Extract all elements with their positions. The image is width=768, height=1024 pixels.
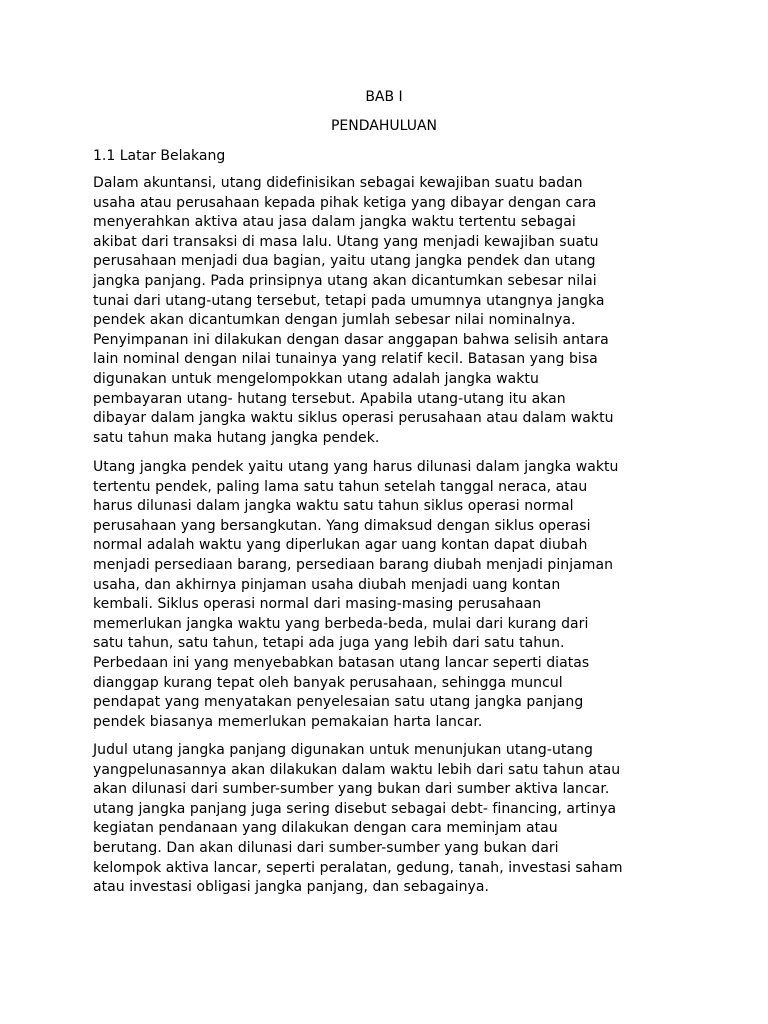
paragraph-line: Dalam akuntansi, utang didefinisikan sebagai kewajiban suatu badan [93,175,583,191]
paragraph-line: Penyimpanan ini dilakukan dengan dasar anggapan bahwa selisih antara [93,331,609,348]
paragraph-line: jangka panjang. Pada prinsipnya utang akan dicantumkan sebesar nilai [93,272,597,289]
paragraph-line: Utang jangka pendek yaitu utang yang harus dilunasi dalam jangka waktu [93,459,619,475]
paragraph-line: usaha atau perusahaan kepada pihak ketiga yang dibayar dengan cara [93,194,597,211]
paragraph-line: perusahaan yang bersangkutan. Yang dimaksud dengan siklus operasi [93,517,591,534]
paragraph-line: satu tahun maka hutang jangka pendek. [93,429,380,446]
paragraph-line: lain nominal dengan nilai tunainya yang relatif kecil. Batasan yang bisa [93,351,598,368]
paragraph-line: harus dilunasi dalam jangka waktu satu tahun siklus operasi normal [93,498,574,515]
paragraph-line: normal adalah waktu yang diperlukan agar uang kontan dapat diubah [93,537,588,554]
paragraph-line: dianggap kurang tepat oleh banyak perusahaan, sehingga muncul [93,674,563,691]
paragraph-line: pembayaran utang- hutang tersebut. Apabila utang-utang itu akan [93,390,566,407]
paragraph-line: yangpelunasannya akan dilakukan dalam waktu lebih dari satu tahun atau [93,761,621,778]
paragraph-line: digunakan untuk mengelompokkan utang adalah jangka waktu [93,370,539,387]
paragraph-line: usaha, dan akhirnya pinjaman usaha diubah menjadi uang kontan [93,576,561,593]
paragraph-line: satu tahun, satu tahun, tetapi ada juga yang lebih dari satu tahun. [93,635,565,652]
paragraph-line: menjadi persediaan barang, persediaan barang diubah menjadi pinjaman [93,556,613,573]
paragraph-2 [93,458,683,732]
paragraph-line: akan dilunasi dari sumber-sumber yang bukan dari sumber aktiva lancar. [93,781,610,798]
paragraph-line: atau investasi obligasi jangka panjang, dan sebagainya. [93,879,490,896]
paragraph-line: kembali. Siklus operasi normal dari masing-masing perusahaan [93,596,542,613]
paragraph-line: perusahaan menjadi dua bagian, yaitu utang jangka pendek dan utang [93,253,596,270]
paragraph-line: berutang. Dan akan dilunasi dari sumber-sumber yang bukan dari [93,839,559,856]
paragraph-line: Perbedaan ini yang menyebabkan batasan utang lancar seperti diatas [93,654,590,671]
paragraph-line: pendek akan dicantumkan dengan jumlah sebesar nilai nominalnya. [93,312,576,329]
paragraph-line: utang jangka panjang juga sering disebut sebagai debt- financing, artinya [93,800,617,817]
paragraph-line: dibayar dalam jangka waktu siklus operasi perusahaan atau dalam waktu [93,410,614,427]
paragraph-line: kelompok aktiva lancar, seperti peralatan, gedung, tanah, investasi saham [93,859,623,876]
paragraph-line: menyerahkan aktiva atau jasa dalam jangka waktu tertentu sebagai [93,214,576,231]
paragraph-line: memerlukan jangka waktu yang berbeda-beda, mulai dari kurang dari [93,615,589,632]
paragraph-line: kegiatan pendanaan yang dilakukan dengan cara meminjam atau [93,820,558,837]
paragraph-line: tertentu pendek, paling lama satu tahun setelah tanggal neraca, atau [93,478,588,495]
paragraph-line: pendapat yang menyatakan penyelesaian satu utang jangka panjang [93,694,584,711]
paragraph-1 [93,174,683,448]
paragraph-line: tunai dari utang-utang tersebut, tetapi pada umumnya utangnya jangka [93,292,605,309]
section-heading: 1.1 Latar Belakang [93,148,226,164]
paragraph-3 [93,741,683,898]
paragraph-line: Judul utang jangka panjang digunakan untuk menunjukan utang-utang [93,742,593,758]
paragraph-line: pendek biasanya memerlukan pemakaian harta lancar. [93,713,483,730]
chapter-title: PENDAHULUAN [330,118,438,134]
chapter-number: BAB I [365,89,403,105]
paragraph-line: akibat dari transaksi di masa lalu. Utang yang menjadi kewajiban suatu [93,233,599,250]
